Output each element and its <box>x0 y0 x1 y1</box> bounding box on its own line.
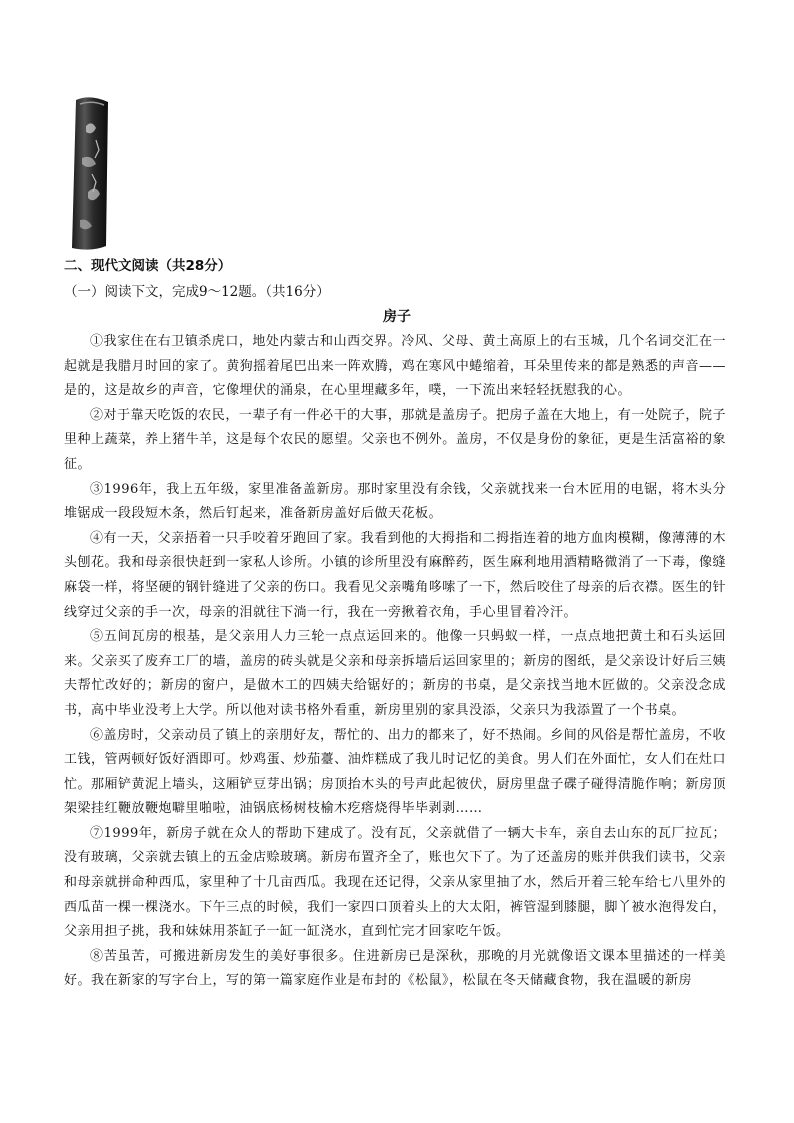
paragraph-5: ⑤五间瓦房的根基，是父亲用人力三轮一点点运回来的。他像一只蚂蚁一样，一点点地把黄土和石头运回来。父亲买了废弃工厂的墙，盖房的砖头就是父亲和母亲拆墙后运回家里的；新房的图纸，是父亲设计好后三姨夫帮忙改好的；新房的窗户，是做木工的四姨夫给锯好的；新房的书桌，是父亲找当地木匠做的。父亲没念成书，高中毕业没考上大学。所以他对读书格外看重，新房里别的家具没添，父亲只为我添置了一个书桌。 <box>64 629 726 718</box>
decorative-scroll-image-icon <box>66 96 114 252</box>
paragraph-4: ④有一天，父亲捂着一只手咬着牙跑回了家。我看到他的大拇指和二拇指连着的地方血肉模糊，像薄薄的木头刨花。我和母亲很快赶到一家私人诊所。小镇的诊所里没有麻醉药，医生麻利地用酒精略微消了一下毒，像缝麻袋一样，将坚硬的钢针缝进了父亲的伤口。我看见父亲嘴角哆嗦了一下，然后咬住了母亲的后衣襟。医生的针线穿过父亲的手一次，母亲的泪就往下淌一行，我在一旁揪着衣角，手心里冒着冷汗。 <box>64 530 726 620</box>
paragraph-8: ⑧苦虽苦，可搬进新房发生的美好事很多。住进新房已是深秋，那晚的月光就像语文课本里描述的一样美好。我在新家的写字台上，写的第一篇家庭作业是布封的《松鼠》，松鼠在冬天储藏食物，我在温暖的新房 <box>64 948 726 989</box>
section-subheading: （一）阅读下文，完成9～12题。（共16分） <box>64 284 330 300</box>
paragraph-7: ⑦1999年，新房子就在众人的帮助下建成了。没有瓦，父亲就借了一辆大卡车，亲自去山东的瓦厂拉瓦；没有玻璃，父亲就去镇上的五金店赊玻璃。新房布置齐全了，账也欠下了。为了还盖房的账并供我们读书，父亲和母亲就拼命种西瓜，家里种了十几亩西瓜。我现在还记得，父亲从家里抽了水，然后开着三轮车给七八里外的西瓜苗一棵一棵浇水。下午三点的时候，我们一家四口顶着头上的大太阳，裤管湿到膝腿，脚丫被水泡得发白，父亲用担子挑，我和妹妹用茶缸子一缸一缸浇水，直到忙完才回家吃午饭。 <box>64 825 726 940</box>
paragraph-3: ③1996年，我上五年级，家里准备盖新房。那时家里没有余钱，父亲就找来一台木匠用的电锯，将木头分堆锯成一段段短木条，然后钉起来，准备新房盖好后做天花板。 <box>64 481 726 522</box>
paragraph-1: ①我家住在右卫镇杀虎口，地处内蒙古和山西交界。冷风、父母、黄土高原上的右玉城，几个名词交汇在一起就是我腊月时回的家了。黄狗摇着尾巴出来一阵欢腾，鸡在寒风中蜷缩着，耳朵里传来的都是熟悉的声音——是的，这是故乡的声音，它像埋伏的涌泉，在心里埋藏多年，噗，一下流出来轻轻抚慰我的心。 <box>64 334 726 399</box>
paragraph-2: ②对于靠天吃饭的农民，一辈子有一件必干的大事，那就是盖房子。把房子盖在大地上，有一处院子，院子里种上蔬菜，养上猪牛羊，这是每个农民的愿望。父亲也不例外。盖房，不仅是身份的象征，更是生活富裕的象征。 <box>64 407 726 472</box>
section-heading: 二、现代文阅读（共28分） <box>64 258 232 274</box>
article-title: 房子 <box>383 309 411 325</box>
article-body <box>64 330 726 994</box>
paragraph-6: ⑥盖房时，父亲动员了镇上的亲朋好友，帮忙的、出力的都来了，好不热闹。乡间的风俗是帮忙盖房，不收工钱，管两顿好饭好酒即可。炒鸡蛋、炒茄薹、油炸糕成了我儿时记忆的美食。男人们在外面忙，女人们在灶口忙。那厢铲黄泥上墙头，这厢铲豆芽出锅；房顶抬木头的号声此起彼伏，厨房里盘子碟子碰得清脆作响；新房顶架梁挂红鞭放鞭炮噼里啪啦，油锅底杨树枝榆木疙瘩烧得毕毕剥剥…… <box>64 727 726 817</box>
